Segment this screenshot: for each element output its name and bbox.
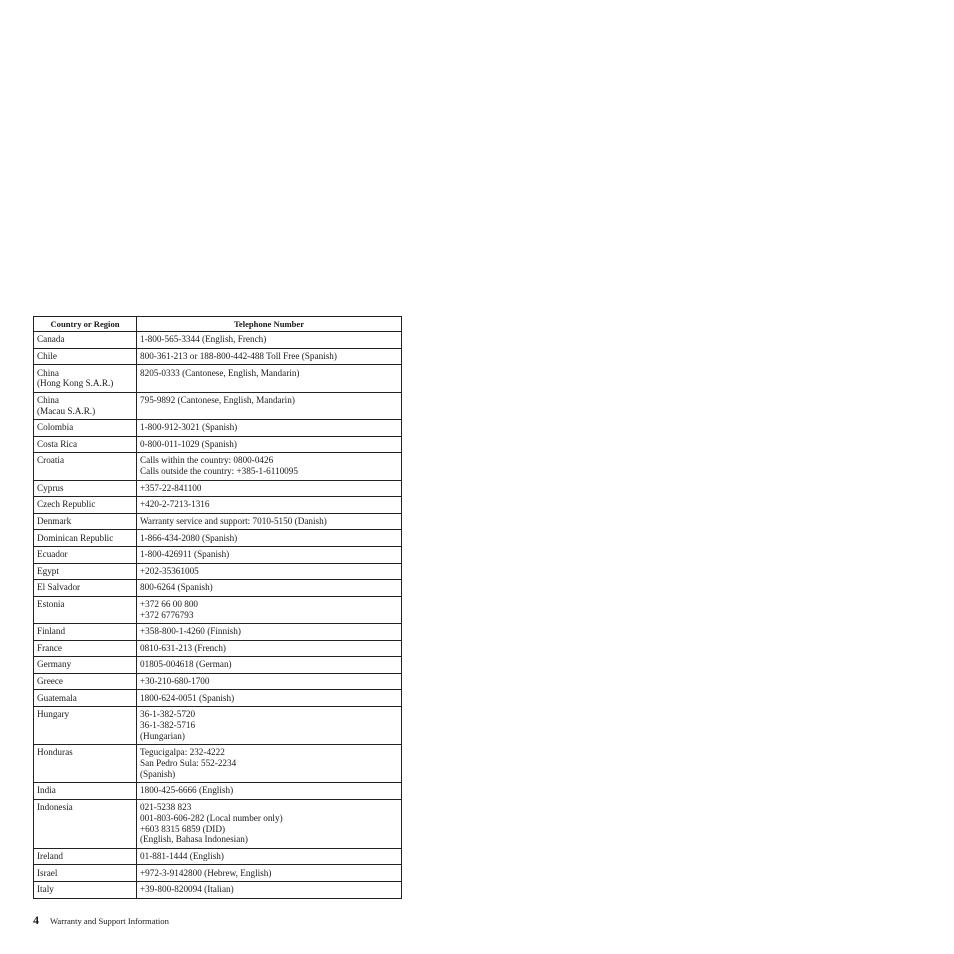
table-row	[34, 848, 402, 865]
telephone-cell-line: 8205-0333 (Cantonese, English, Mandarin)	[140, 367, 300, 378]
table-row	[34, 745, 402, 783]
table-row	[34, 563, 402, 580]
telephone-cell	[137, 640, 402, 657]
country-cell-line: Germany	[37, 659, 72, 670]
country-cell-line: (Macau S.A.R.)	[37, 405, 96, 416]
table-row	[34, 546, 402, 563]
table-header-row	[34, 317, 402, 332]
table-row	[34, 497, 402, 514]
telephone-cell-line: 1-800-565-3344 (English, French)	[140, 334, 267, 345]
telephone-cell-line: 1800-425-6666 (English)	[140, 785, 234, 796]
telephone-cell	[137, 332, 402, 349]
country-cell	[34, 546, 137, 563]
country-cell-line: Guatemala	[37, 692, 77, 703]
telephone-cell	[137, 848, 402, 865]
telephone-cell-line: +972-3-9142800 (Hebrew, English)	[140, 867, 272, 878]
column-header-country: Country or Region	[34, 317, 137, 332]
telephone-cell	[137, 513, 402, 530]
country-cell-line: Denmark	[37, 515, 72, 526]
telephone-cell-line: 1-800-426911 (Spanish)	[140, 549, 230, 560]
telephone-cell-line: +357-22-841100	[140, 482, 202, 493]
telephone-cell-line: 01805-004618 (German)	[140, 659, 232, 670]
telephone-cell-line: (English, Bahasa Indonesian)	[140, 834, 248, 845]
country-cell	[34, 596, 137, 623]
country-cell-line: Greece	[37, 675, 64, 686]
telephone-cell-line: San Pedro Sula: 552-2234	[140, 758, 237, 769]
table-row	[34, 624, 402, 641]
table-row	[34, 673, 402, 690]
telephone-cell-line: +39-800-820094 (Italian)	[140, 884, 234, 895]
telephone-cell-line: 1-800-912-3021 (Spanish)	[140, 422, 238, 433]
telephone-support-table	[33, 316, 402, 899]
footer-title: Warranty and Support Information	[50, 916, 169, 926]
country-cell	[34, 690, 137, 707]
table-row	[34, 690, 402, 707]
telephone-cell	[137, 865, 402, 882]
telephone-cell-line: +202-35361005	[140, 565, 199, 576]
telephone-cell-line: 36-1-382-5716	[140, 719, 196, 730]
table-row	[34, 436, 402, 453]
table-row	[34, 596, 402, 623]
telephone-cell	[137, 365, 402, 392]
country-cell	[34, 580, 137, 597]
telephone-cell-line: 795-9892 (Cantonese, English, Mandarin)	[140, 394, 295, 405]
telephone-cell	[137, 799, 402, 848]
telephone-cell-line: Calls within the country: 0800-0426	[140, 455, 274, 466]
table-row	[34, 640, 402, 657]
telephone-cell-line: 1-866-434-2080 (Spanish)	[140, 532, 238, 543]
country-cell-line: Ecuador	[37, 549, 68, 560]
telephone-cell	[137, 881, 402, 898]
country-cell-line: Finland	[37, 626, 66, 637]
country-cell	[34, 365, 137, 392]
table-row	[34, 799, 402, 848]
table-row	[34, 365, 402, 392]
table-row	[34, 783, 402, 800]
table-row	[34, 392, 402, 419]
telephone-cell-line: 0810-631-213 (French)	[140, 642, 226, 653]
country-cell	[34, 480, 137, 497]
table-row	[34, 530, 402, 547]
page-number: 4	[33, 913, 39, 927]
telephone-cell	[137, 436, 402, 453]
table-row	[34, 881, 402, 898]
telephone-cell	[137, 420, 402, 437]
country-cell-line: Cyprus	[37, 482, 64, 493]
table-row	[34, 580, 402, 597]
telephone-cell	[137, 392, 402, 419]
telephone-cell	[137, 497, 402, 514]
country-cell	[34, 436, 137, 453]
country-cell	[34, 530, 137, 547]
country-cell-line: France	[37, 642, 62, 653]
telephone-cell-line: 800-361-213 or 188-800-442-488 Toll Free (Spanish)	[140, 350, 337, 361]
telephone-cell	[137, 580, 402, 597]
country-cell-line: Hungary	[37, 709, 70, 720]
country-cell-line: Egypt	[37, 565, 59, 576]
telephone-cell-line: +603 8315 6859 (DID)	[140, 823, 226, 834]
telephone-cell	[137, 348, 402, 365]
country-cell-line: Italy	[37, 884, 54, 895]
telephone-cell-line: 0-800-011-1029 (Spanish)	[140, 438, 237, 449]
country-cell-line: Israel	[37, 867, 58, 878]
telephone-cell-line: 800-6264 (Spanish)	[140, 582, 213, 593]
telephone-cell	[137, 563, 402, 580]
country-cell-line: China	[37, 367, 59, 378]
country-cell	[34, 624, 137, 641]
table-row	[34, 420, 402, 437]
table-row	[34, 453, 402, 480]
country-cell	[34, 706, 137, 744]
country-cell-line: (Hong Kong S.A.R.)	[37, 378, 114, 389]
country-cell-line: Estonia	[37, 598, 65, 609]
country-cell-line: Croatia	[37, 455, 65, 466]
telephone-cell	[137, 596, 402, 623]
country-cell	[34, 392, 137, 419]
country-cell-line: Chile	[37, 350, 57, 361]
country-cell-line: China	[37, 394, 59, 405]
country-cell	[34, 881, 137, 898]
telephone-cell-line: Tegucigalpa: 232-4222	[140, 747, 225, 758]
telephone-cell-line: Calls outside the country: +385-1-6110095	[140, 466, 298, 477]
table-row	[34, 865, 402, 882]
country-cell	[34, 332, 137, 349]
telephone-cell-line: +420-2-7213-1316	[140, 499, 210, 510]
country-cell-line: India	[37, 785, 56, 796]
telephone-cell	[137, 706, 402, 744]
country-cell-line: Colombia	[37, 422, 74, 433]
column-header-telephone: Telephone Number	[137, 317, 402, 332]
telephone-cell-line: 001-803-606-282 (Local number only)	[140, 812, 283, 823]
table-row	[34, 480, 402, 497]
telephone-cell	[137, 624, 402, 641]
page-footer	[33, 913, 169, 929]
table-row	[34, 657, 402, 674]
table-body	[34, 332, 402, 898]
country-cell	[34, 799, 137, 848]
telephone-cell-line: +30-210-680-1700	[140, 675, 210, 686]
country-cell	[34, 673, 137, 690]
telephone-cell	[137, 453, 402, 480]
country-cell-line: Canada	[37, 334, 65, 345]
telephone-cell	[137, 546, 402, 563]
country-cell	[34, 865, 137, 882]
country-cell	[34, 657, 137, 674]
telephone-cell-line: +358-800-1-4260 (Finnish)	[140, 626, 241, 637]
telephone-cell	[137, 480, 402, 497]
country-cell-line: Czech Republic	[37, 499, 96, 510]
country-cell	[34, 513, 137, 530]
country-cell-line: Dominican Republic	[37, 532, 114, 543]
country-cell	[34, 453, 137, 480]
telephone-cell-line: +372 66 00 800	[140, 598, 199, 609]
table-row	[34, 706, 402, 744]
telephone-cell-line: 01-881-1444 (English)	[140, 851, 224, 862]
country-cell	[34, 497, 137, 514]
telephone-cell	[137, 673, 402, 690]
country-cell	[34, 783, 137, 800]
telephone-cell-line: (Hungarian)	[140, 730, 185, 741]
telephone-cell-line: Warranty service and support: 7010-5150 (Danish)	[140, 515, 327, 526]
telephone-cell-line: +372 6776793	[140, 609, 194, 620]
telephone-cell	[137, 530, 402, 547]
country-cell-line: Honduras	[37, 747, 73, 758]
country-cell	[34, 563, 137, 580]
country-cell	[34, 420, 137, 437]
table-row	[34, 348, 402, 365]
telephone-cell	[137, 783, 402, 800]
country-cell	[34, 640, 137, 657]
telephone-cell	[137, 745, 402, 783]
telephone-cell-line: (Spanish)	[140, 768, 176, 779]
telephone-cell-line: 021-5238 823	[140, 802, 192, 813]
telephone-cell	[137, 657, 402, 674]
country-cell-line: Indonesia	[37, 802, 73, 813]
telephone-cell	[137, 690, 402, 707]
table-row	[34, 513, 402, 530]
country-cell	[34, 348, 137, 365]
country-cell-line: El Salvador	[37, 582, 81, 593]
country-cell-line: Ireland	[37, 851, 64, 862]
table-row	[34, 332, 402, 349]
telephone-cell-line: 36-1-382-5720	[140, 709, 196, 720]
country-cell	[34, 745, 137, 783]
telephone-cell-line: 1800-624-0051 (Spanish)	[140, 692, 235, 703]
country-cell	[34, 848, 137, 865]
country-cell-line: Costa Rica	[37, 438, 78, 449]
